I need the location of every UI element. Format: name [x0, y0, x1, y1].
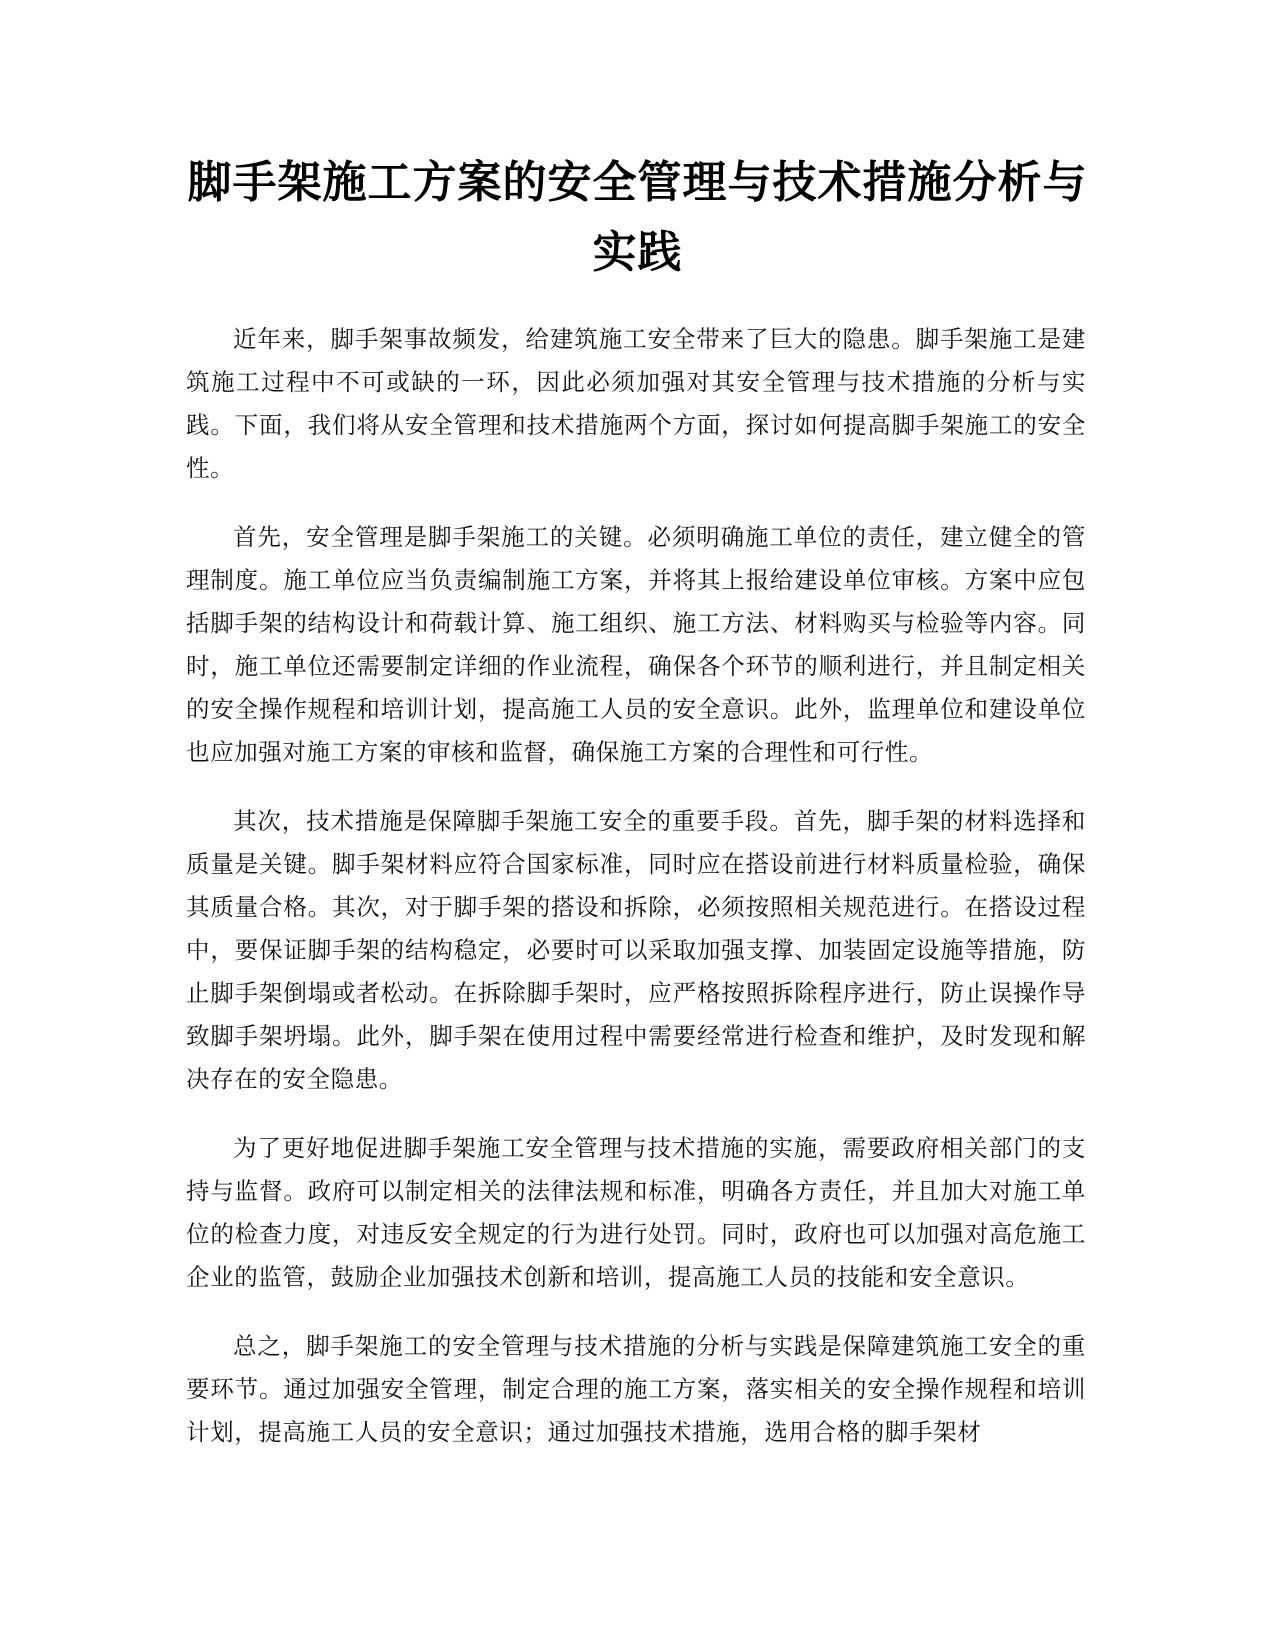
document-body [186, 318, 1086, 1480]
paragraph-government-support: 为了更好地促进脚手架施工安全管理与技术措施的实施，需要政府相关部门的支持与监督。政府可以制定相关的法律法规和标准，明确各方责任，并且加大对施工单位的检查力度，对违反安全规定的行为进行处罚。同时，政府也可以加强对高危施工企业的监管，鼓励企业加强技术创新和培训，提高施工人员的技能和安全意识。 [186, 1134, 1086, 1291]
paragraph-safety-management: 首先，安全管理是脚手架施工的关键。必须明确施工单位的责任，建立健全的管理制度。施工单位应当负责编制施工方案，并将其上报给建设单位审核。方案中应包括脚手架的结构设计和荷载计算、施工组织、施工方法、材料购买与检验等内容。同时，施工单位还需要制定详细的作业流程，确保各个环节的顺利进行，并且制定相关的安全操作规程和培训计划，提高施工人员的安全意识。此外，监理单位和建设单位也应加强对施工方案的审核和监督，确保施工方案的合理性和可行性。 [186, 523, 1086, 766]
paragraph-intro: 近年来，脚手架事故频发，给建筑施工安全带来了巨大的隐患。脚手架施工是建筑施工过程中不可或缺的一环，因此必须加强对其安全管理与技术措施的分析与实践。下面，我们将从安全管理和技术措施两个方面，探讨如何提高脚手架施工的安全性。 [186, 325, 1086, 482]
paragraph-technical-measures: 其次，技术措施是保障脚手架施工安全的重要手段。首先，脚手架的材料选择和质量是关键。脚手架材料应符合国家标准，同时应在搭设前进行材料质量检验，确保其质量合格。其次，对于脚手架的搭设和拆除，必须按照相关规范进行。在搭设过程中，要保证脚手架的结构稳定，必要时可以采取加强支撑、加装固定设施等措施，防止脚手架倒塌或者松动。在拆除脚手架时，应严格按照拆除程序进行，防止误操作导致脚手架坍塌。此外，脚手架在使用过程中需要经常进行检查和维护，及时发现和解决存在的安全隐患。 [186, 807, 1086, 1093]
paragraph-conclusion: 总之，脚手架施工的安全管理与技术措施的分析与实践是保障建筑施工安全的重要环节。通过加强安全管理，制定合理的施工方案，落实相关的安全操作规程和培训计划，提高施工人员的安全意识；通过加强技术措施，选用合格的脚手架材 [186, 1332, 1086, 1446]
document-title: 脚手架施工方案的安全管理与技术措施分析与实践 [187, 157, 1088, 278]
